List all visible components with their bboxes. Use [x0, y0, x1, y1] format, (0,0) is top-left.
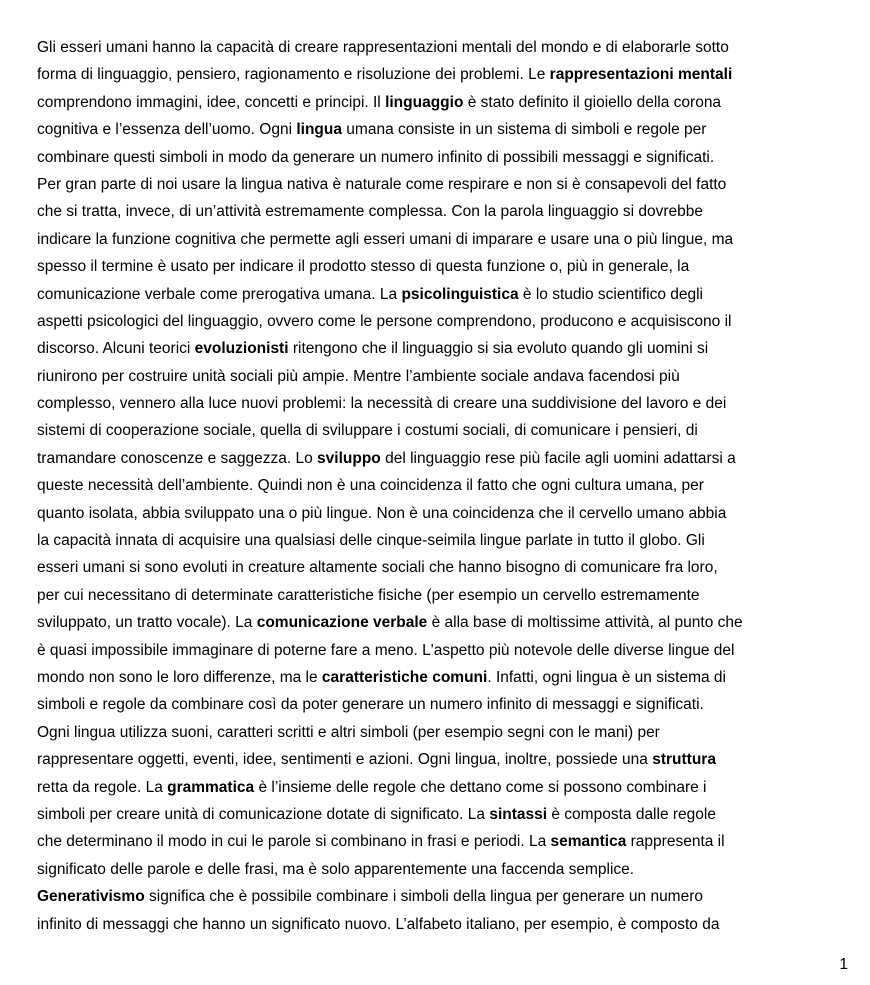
text-line: [37, 719, 857, 746]
bold-term: Generativismo: [37, 888, 145, 906]
text-line: [37, 856, 857, 883]
text-line: [37, 61, 857, 88]
text-line: [37, 609, 857, 636]
page-number: 1: [839, 956, 848, 973]
text-segment: infinito di messaggi che hanno un significato nuovo. L’alfabeto italiano, per esempio, è composto da: [37, 915, 720, 933]
text-segment: riunirono per costruire unità sociali più ampie. Mentre l’ambiente sociale andava facendosi più: [37, 367, 680, 385]
text-segment: sistemi di cooperazione sociale, quella di sviluppare i costumi sociali, di comunicare i pensieri, di: [37, 422, 698, 440]
text-segment: è composta dalle regole: [547, 805, 716, 823]
text-segment: tramandare conoscenze e saggezza. Lo: [37, 449, 318, 467]
text-segment: discorso. Alcuni teorici: [37, 340, 195, 358]
text-segment: rappresentare oggetti, eventi, idee, sentimenti e azioni. Ogni lingua, inoltre, possiede una: [37, 751, 653, 769]
text-line: [37, 774, 857, 801]
text-line: [37, 500, 857, 527]
text-line: [37, 828, 857, 855]
text-segment: umana consiste in un sistema di simboli e regole per: [341, 121, 707, 139]
text-line: [37, 116, 857, 143]
text-segment: quanto isolata, abbia sviluppato una o più lingue. Non è una coincidenza che il cervello umano abbia: [37, 504, 727, 522]
text-segment: aspetti psicologici del linguaggio, ovvero come le persone comprendono, producono e acquisiscono il: [37, 312, 732, 330]
bold-term: semantica: [550, 833, 627, 851]
text-segment: spesso il termine è usato per indicare il prodotto stesso di questa funzione o, più in generale, la: [37, 258, 690, 276]
text-segment: Per gran parte di noi usare la lingua nativa è naturale come respirare e non si è consapevoli del fatto: [37, 175, 727, 193]
text-segment: . Infatti, ogni lingua è un sistema di: [487, 668, 726, 686]
text-line: [37, 144, 857, 171]
text-segment: comprendono immagini, idee, concetti e principi. Il: [37, 93, 386, 111]
bold-term: rappresentazioni mentali: [549, 66, 733, 84]
text-line: [37, 253, 857, 280]
text-segment: è stato definito il gioiello della corona: [463, 93, 722, 111]
text-segment: per cui necessitano di determinate caratteristiche fisiche (per esempio un cervello estremamente: [37, 586, 700, 604]
bold-term: grammatica: [167, 778, 255, 796]
text-line: [37, 226, 857, 253]
body-text: [37, 34, 857, 938]
text-segment: rappresenta il: [626, 833, 725, 851]
text-segment: Gli esseri umani hanno la capacità di creare rappresentazioni mentali del mondo e di elaborarle sotto: [37, 39, 729, 56]
text-line: [37, 582, 857, 609]
text-line: [37, 308, 857, 335]
text-segment: significato delle parole e delle frasi, ma è solo apparentemente una faccenda semplice.: [37, 860, 635, 878]
text-segment: sviluppato, un tratto vocale). La: [37, 614, 257, 632]
text-line: [37, 34, 857, 61]
text-segment: è quasi impossibile immaginare di poterne fare a meno. L'aspetto più notevole delle diverse lingue del: [37, 641, 735, 659]
text-line: [37, 472, 857, 499]
bold-term: evoluzionisti: [194, 340, 289, 358]
text-line: [37, 911, 857, 938]
text-segment: del linguaggio rese più facile agli uomini adattarsi a: [380, 449, 736, 467]
text-segment: comunicazione verbale come prerogativa umana. La: [37, 285, 402, 303]
text-line: [37, 746, 857, 773]
text-line: [37, 445, 857, 472]
bold-term: caratteristiche comuni: [321, 668, 488, 686]
text-segment: forma di linguaggio, pensiero, ragionamento e risoluzione dei problemi. Le: [37, 66, 550, 84]
text-segment: Ogni lingua utilizza suoni, caratteri scritti e altri simboli (per esempio segni con le mani) per: [37, 723, 660, 741]
text-line: [37, 883, 857, 910]
text-line: [37, 89, 857, 116]
bold-term: sintassi: [489, 805, 548, 823]
text-segment: che determinano il modo in cui le parole si combinano in frasi e periodi. La: [37, 833, 551, 851]
text-segment: significa che è possibile combinare i simboli della lingua per generare un numero: [144, 888, 703, 906]
text-line: [37, 335, 857, 362]
text-line: [37, 417, 857, 444]
text-segment: complesso, vennero alla luce nuovi problemi: la necessità di creare una suddivisione del lavoro e dei: [37, 395, 727, 413]
text-line: [37, 171, 857, 198]
text-segment: la capacità innata di acquisire una qualsiasi delle cinque-seimila lingue parlate in tutto il globo. Gli: [37, 532, 705, 550]
text-segment: combinare questi simboli in modo da generare un numero infinito di possibili messaggi e significati.: [37, 148, 715, 166]
text-segment: mondo non sono le loro differenze, ma le: [37, 668, 322, 686]
text-segment: simboli e regole da combinare così da poter generare un numero infinito di messaggi e significati.: [37, 696, 704, 714]
text-line: [37, 281, 857, 308]
text-segment: retta da regole. La: [37, 778, 168, 796]
bold-term: sviluppo: [317, 449, 381, 467]
text-line: [37, 664, 857, 691]
text-segment: è l’insieme delle regole che dettano come si possono combinare i: [254, 778, 707, 796]
text-line: [37, 801, 857, 828]
bold-term: comunicazione verbale: [256, 614, 428, 632]
text-line: [37, 198, 857, 225]
text-line: [37, 691, 857, 718]
text-segment: queste necessità dell’ambiente. Quindi non è una coincidenza il fatto che ogni cultura umana, per: [37, 477, 704, 495]
text-segment: è lo studio scientifico degli: [518, 285, 703, 303]
bold-term: psicolinguistica: [401, 285, 519, 303]
text-segment: indicare la funzione cognitiva che permette agli esseri umani di imparare e usare una o più lingue, ma: [37, 230, 734, 248]
bold-term: struttura: [652, 751, 716, 769]
text-line: [37, 527, 857, 554]
text-segment: ritengono che il linguaggio si sia evoluto quando gli uomini si: [288, 340, 709, 358]
text-line: [37, 554, 857, 581]
text-segment: cognitiva e l’essenza dell’uomo. Ogni: [37, 121, 297, 139]
text-segment: è alla base di moltissime attività, al punto che: [427, 614, 743, 632]
text-segment: che si tratta, invece, di un’attività estremamente complessa. Con la parola linguaggio si dovrebbe: [37, 203, 704, 221]
text-segment: esseri umani si sono evoluti in creature altamente sociali che hanno bisogno di comunicare fra loro,: [37, 559, 718, 577]
text-line: [37, 390, 857, 417]
text-line: [37, 363, 857, 390]
bold-term: lingua: [296, 121, 342, 139]
text-line: [37, 637, 857, 664]
bold-term: linguaggio: [385, 93, 464, 111]
text-segment: simboli per creare unità di comunicazione dotate di significato. La: [37, 805, 490, 823]
